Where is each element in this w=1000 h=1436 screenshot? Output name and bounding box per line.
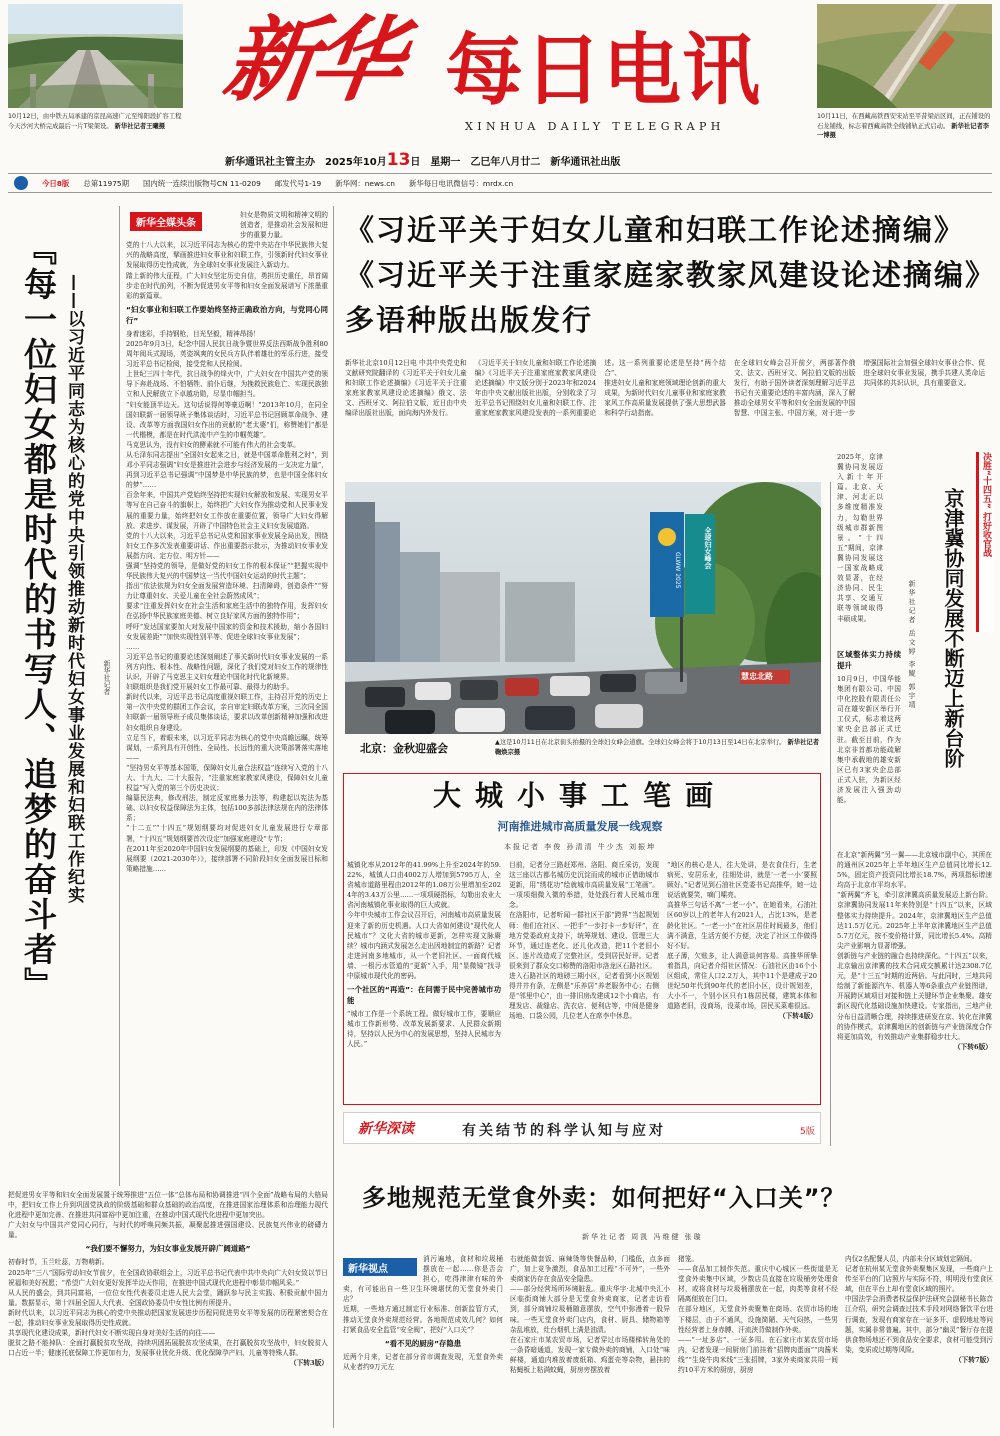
paragraph: 10月9日，中国华能集团有限公司、中国中化控股有限责任公司在雄安新区举行开工仪式，标志着这两家央企总部正式迁驻。截至目前，作为北京非首都功能疏解集中承载地的雄安新区已有3家央企总部正式入驻，为新区经济发展注入强劲动能。 xyxy=(837,675,901,805)
xinhua-deep-read-logo: 新华深读 xyxy=(358,1121,414,1137)
paragraph: 猪笼。 xyxy=(678,1255,699,1263)
top-left-caption-text: 10月12日，由中铁五局承建的京昆高速广元至绵阳段扩容工程今天沙河大桥完成最后一片T梁架设。 xyxy=(8,113,182,130)
sidebar-tag: 决胜“十四五” 打好收官战 xyxy=(976,452,994,632)
sci-bar-title: 有关结节的科学认知与应对 xyxy=(462,1123,666,1139)
sidebar-intro: 2025年，京津冀协同发展迈入新十年开篇。北京、天津、河北正以多维度精准发力，勾勒世界级城市群新图景。“十四五”期间，京津冀协同发展这一国家战略成效显著，在经济协同、民生共享、交通互联等领域取得丰硕成果。 xyxy=(837,453,883,623)
continued-on-page-4[interactable]: （下转4版） xyxy=(778,1012,817,1021)
publisher: 新华通讯社出版 xyxy=(550,157,621,168)
sci-bar-page: 5版 xyxy=(800,1127,815,1137)
paragraph: 百余年来，中国共产党始终坚持把实现妇女解放和发展、实现男女平等写在自己奋斗的旗帜上，始终把广大妇女作为推动党和人民事业发展的重要力量，始终把妇女工作放在重要位置，领导广大妇女得解放、求进步、谋发展，开辟了中国特色社会主义妇女发展道路。 xyxy=(126,491,328,530)
continued-on-page-7[interactable]: （下转7版） xyxy=(954,1355,993,1364)
top-left-photo xyxy=(8,4,183,108)
sidebar-headline: 京津冀协同发展不断迈上新台阶 xyxy=(941,488,965,768)
masthead-dateline xyxy=(225,150,785,170)
paragraph: 右就能做套饭、麻辣烫等快餐品种，门槛低，点多面广，加上竞争激烈，食品加工过程“不可外”，一些外卖商家仍存在食品安全隐患。 xyxy=(510,1255,670,1284)
main-headline: 《习近平关于妇女儿童和妇联工作论述摘编》《习近平关于注重家庭家教家风建设论述摘编》多语种版出版发行 xyxy=(345,213,982,337)
section-subhead: “妇女事业和妇联工作要始终坚持正确政治方向，与党同心同行” xyxy=(126,304,328,325)
top-left-credit: 新华社记者王曦摄 xyxy=(114,122,165,130)
masthead-daily-telegraph: 每日电讯 xyxy=(445,26,762,116)
sponsor: 新华通讯社主管主办 xyxy=(225,157,315,168)
paragraph: 2025年9月3日，纪念中国人民抗日战争暨世界反法西斯战争胜利80周年阅兵式现场，英姿飒爽的女民兵方队伴着雄壮的军乐行进，接受习近平总书记检阅，接受党和人民检阅。 xyxy=(126,339,328,369)
issue-number: 总第11975期 xyxy=(83,178,130,188)
masthead-english: XINHUA DAILY TELEGRAPH xyxy=(465,120,725,133)
paragraph: 身着迷彩，手持钢枪，目光坚毅，精神昂扬！ xyxy=(126,329,260,338)
main-story-body xyxy=(345,358,985,476)
issue-date xyxy=(325,150,420,170)
ellipsis: …… xyxy=(126,642,140,651)
left-story-byline: 新华社记者 xyxy=(103,660,111,695)
paragraph: 在洛阳市，记者听闻一群社区干部“跨界”当起规划师：他们在社区、一把手“一步打卡一步好评”，在地方党委政府支持下，统筹规划、建设、管理三大环节，通过连老化、还儿化改造，把11个老旧小区、连片改造成了完整社区，受到居民好评。记者很来到了群众交口称赞的洛阳市洛龙区石路社区。 xyxy=(509,911,659,970)
paragraph: 在全球妇女峰会召开前夕，两部著作俄文、法文、西班牙文、阿拉伯文版的出版发行，有助于国外读者深刻理解习近平总书记有关重要论述的丰富内涵，深入了解推动全球男女平等和妇女全面发展的中国智慧、中国主张、中国方案，对于进一步增强国际社会加强全球妇女事业合作、促进全球妇女事业发展，携手共建人类命运共同体的共识认识，具有重要意义。 xyxy=(733,359,985,418)
paragraph: ——“一址多店”、一证多用。在石家庄市某农贸市场内，记者发现一间厨房门前挂着“招牌肉蛋面”“肉酱米线”“生烧牛肉米线”三张招牌，3家外卖商家共用一间约10平方米的厨房，厨房 xyxy=(678,1335,838,1375)
paragraph: “坚持男女平等基本国策，保障妇女儿童合法权益”连续写入党的十八大、十九大、二十大报告，“注重家庭家教家风建设，保障妇女儿童权益”写入党的第三个历史决议； xyxy=(126,763,328,793)
bridge-photo-art xyxy=(8,4,183,108)
bottom-col-1 xyxy=(343,1254,503,1434)
paragraph: 马克思认为，没有妇女的酵素就不可能有伟大的社会变革。 xyxy=(126,440,300,449)
railway-photo-art xyxy=(817,4,992,108)
bottom-subhead: “看不见的厨房”存隐患 xyxy=(384,1338,462,1348)
sidebar-byline: 新华社记者 岳文婷 李鲲 郭宇靖 xyxy=(908,580,916,710)
street-sign: 慧忠北路 xyxy=(741,672,773,681)
masthead xyxy=(217,4,785,144)
weekday: 星期一 xyxy=(430,157,461,168)
paragraph: 把促进男女平等和妇女全面发展置于统筹推进“五位一体”总体布局和协调推进“四个全面”战略布局的大格局中，把妇女工作上升到巩固党执政的阶级基础和群众基础的政治高度，在推进国家治理体系和治理能力现代化进程中更加完善、在推进共同富裕中更加注重，在推动中国式现代化进程中更加突出。 xyxy=(8,1191,328,1220)
paragraph: “妇女能顶半边天。这句话说得何等豪迈啊！”2013年10月，在同全国妇联新一届领导班子集体谈话时，习近平总书记回顾革命战争、建设、改革等方面我国妇女作出的贡献的“老太婆”们，称赞她们“都是一代楷模，都是在时代洪流中产生的巾帼英雄”。 xyxy=(126,400,328,439)
banner-text-left: GLWW 2025 xyxy=(674,552,681,589)
sidebar-body-lower xyxy=(837,850,992,1156)
paragraph: “地区的核心是人，往大处讲，是衣食住行，生老病死、安居乐业，往细处讲，就是‘一老一小’要照顾好。”记者见到石油社区党委书记高推华，她一边说话就要笑，嘀门嗦亮。 xyxy=(667,861,817,900)
paragraph: 立足当下，着眼未来，以习近平同志为核心的党中央高瞻远瞩，统筹谋划，一系列具有开创性、全局性、长远性的重大决策部署落实落地—— xyxy=(126,733,328,762)
paragraph: 强调“坚持党的领导，是做好党的妇女工作的根本保证”“把握实现中华民族伟大复兴的中国梦这一当代中国妇女运动的时代主题”； xyxy=(126,562,328,581)
banner-text-right: 全球妇女峰会 xyxy=(704,527,712,569)
top-right-photo xyxy=(817,4,992,108)
top-right-credit: 新华社记者李一博摄 xyxy=(817,122,990,139)
paragraph: 习近平总书记的重要论述深刻阐述了事关新时代妇女事业发展的一系列方向性、根本性、战略性问题，深化了我们党对妇女工作的规律性认识，开辟了马克思主义妇女理论中国化时代化新境界。 xyxy=(126,652,328,682)
paragraph: 在北京“新两翼”另一翼——北京城市副中心，其所在的通州区2025年上半年地区生产总值同比增长12.5%，固定资产投资同比增长18.7%，两项指标增速均高于北京市平均水平。 xyxy=(837,851,992,890)
paragraph: 近期，一些地方通过制定行业标准、创新监管方式，推动无堂食外卖规范经营。各地规范成效几何？如何打紧食品安全监管“安全阀”，把好“入口关”？ xyxy=(343,1305,503,1334)
info-bar xyxy=(8,173,992,193)
lead-paragraph: 妇女是物质文明和精神文明的创造者，是推动社会发展和进步的重要力量。 xyxy=(240,211,328,240)
feature-headline: 大城小事工笔画 xyxy=(432,779,727,812)
paragraph: 妇联组织是我们党开展妇女工作最可靠、最得力的助手。 xyxy=(126,683,294,692)
paragraph: 要求“注重发挥妇女在社会生活和家庭生活中的独特作用，发挥妇女在弘扬中华民族家庭美德、树立良好家风方面的独特作用”； xyxy=(126,602,328,621)
section-subhead: “我们要不懈努力，为妇女事业发展开辟广阔道路” xyxy=(85,1244,251,1254)
feature-byline: 本报记者 李俊 孙清清 牛少杰 刘振坤 xyxy=(504,843,656,851)
paragraph: 脱贫之路不能掉队：全面打赢脱贫攻坚战，持续巩固拓展脱贫攻坚成果，在打赢脱贫攻坚战中，妇女脱贫人口占近一半；健康托底保障工作更加有力，发展事业优化升级、优化保障孕产妇、儿童等特殊人群。 xyxy=(8,1339,328,1358)
continued-on-page-6[interactable]: （下转6版） xyxy=(953,1042,992,1051)
feature-subhead: 一个社区的“再造”：在问需于民中完善城市功能 xyxy=(347,985,501,1006)
paragraph: 今年中央城市工作会议召开后，河南城市高质量发展迎来了新的历史机遇。人口大省如何建设“现代化人民城市”？文化大省的城市更新，怎样实现文脉赓续？城市内涵式发展怎么走出因地制宜的新路？记者走进河南多地城市，从一个老旧社区、一面商代城墙、一根污水管道的“更新”入手，用“显微镜”找寻中原城市现代化的密码。 xyxy=(347,911,501,981)
paragraph: 编纂民法典，修改刑法，制定反家庭暴力法等，构建起以宪法为基础、以妇女权益保障法为主体，包括100多部法律法规在内的法律体系； xyxy=(126,794,328,823)
paragraph: 党的十八大以来，以习近平同志为核心的党中央站在中华民族伟大复兴的战略高度，擘画推进妇女事业和妇联工作，引领新时代妇女事业发展取得历史性成就，为全球妇女事业发展注入新动力。 xyxy=(126,241,328,270)
paragraph: 上世纪三四十年代，抗日战争的烽火中，广大妇女在中国共产党的领导下奔赴战场、不怕牺牲、前仆后继，为挽救民族危亡、实现民族独立和人民解放立下卓越功勋，尽显巾帼担当。 xyxy=(126,370,328,399)
page-count: 今日8版 xyxy=(42,178,70,188)
paragraph: 城镇化率从2012年的41.99%上升至2024年的59.22%，城镇人口由4002万人增加到5795万人，全省城市道路里程由2012年的1.08万公里增加至2024年的3.43万公里……一项项硬指标，勾勒出农业大省河南城镇化事业取得的巨大成就。 xyxy=(347,861,501,910)
main-photo xyxy=(345,482,821,734)
bottom-col-4 xyxy=(845,1254,993,1434)
date-prefix: 2025年10月 xyxy=(325,157,387,168)
bottom-col-2 xyxy=(510,1254,670,1434)
paragraph: 中国法学会消费者权益保护法研究会副秘书长陈音江介绍，研究会调查过技术手段对网络餐饮平台进行调查，发现有商家存在一证多开、虚假地址等问题，实属非常普遍。其中，部分“幽灵”餐厅存在提供食物场地还不到食品安全要求，食材可能受到污染，变质或过期等风险。 xyxy=(845,1295,993,1354)
paragraph: 呼吁“发达国家要加大对发展中国家的资金和技术援助，缩小各国妇女发展差距”“加快实现性别平等、促进全球妇女事业发展”； xyxy=(126,622,328,641)
paragraph: 目前，记者分三路赶郑州、洛阳、商丘采访，发现这三座以古都名城历史沉淀而成的城市正借助城市更新，用“绣花功”绘就城市高质量发展“工笔画”。一项项细微入微的举措，处处践行着人民城市理念。 xyxy=(509,861,659,910)
top-right-caption-text: 10月11日，在西藏高铁西安宋站至平昔梁站区间，正在铺设的石龙铺线，标志着西藏高铁全线铺轨正式启动。 xyxy=(817,113,991,130)
feature-col-1 xyxy=(347,860,501,1100)
paragraph: 记者在杭州某无堂食外卖聚集区发现，一些商户上传至平台的门店照片与实际不符，明明没有堂食区域，但在平台上却有堂食区域的照片。 xyxy=(845,1265,993,1294)
bottom-headline: 多地规范无堂食外卖：如何把好“入口关”？ xyxy=(362,1184,846,1212)
paragraph: 在2011年至2020年中国妇女发展纲要的基础上，印发《中国妇女发展纲要（2021-2030年）》，接续部署不同阶段妇女全面发展目标和策略措施…… xyxy=(126,844,328,873)
paragraph: “新两翼”齐飞，牵引京津冀高质量发展迈上新台阶。京津冀协同发展11年来特别是“十四五”以来，区域整体实力持续提升。2024年，京津冀地区生产总值达11.5万亿元。2025年上半年京津冀地区生产总值5.7万亿元，按不变价格计算，同比增长5.4%。高精尖产业影响力显著增强。 xyxy=(837,891,992,950)
paragraph: 内仅2名配餐人员，内部未分区域划定隔间。 xyxy=(845,1255,977,1263)
continued-on-page-3[interactable]: （下转3版） xyxy=(289,1359,328,1368)
lunar-date: 乙巳年八月廿二 xyxy=(470,157,541,168)
main-photo-caption xyxy=(495,738,823,757)
paragraph: ——食品加工制作失范。重庆中心城区一些街道是无堂食外卖集中区域，少数店员直接在垃圾桶旁处理食材，或将食材与垃圾桶摆放在一起，肉类等食材不经隔离便放在门口。 xyxy=(678,1265,838,1304)
paragraph: 消污遍地，食材和垃圾桶摆放在一起……你是否会担心，吃得津津有味的外卖，有可能出自一些卫生环境堪忧的无堂食外卖门店？ xyxy=(343,1255,503,1304)
left-story-kicker: 新华全媒头条 xyxy=(130,212,202,231)
top-left-caption xyxy=(8,112,183,131)
paragraph: 在石家庄市某农贸市场，记者穿过市场楼梯转角处的一条昏暗通道，发现一家专做外卖的商铺，入口处“味鲜楼，通道内堆放着废纸箱、鸡蛋壳等杂物，悬挂的粘蝇板上粘满蚊蝇，厨房旁摆放着 xyxy=(510,1335,670,1375)
left-story-headline: 『每一位妇女都是时代的书写人、追梦的奋斗者』 xyxy=(19,232,58,1002)
bottom-col-3 xyxy=(678,1254,838,1434)
feature-subtitle: 河南推进城市高质量发展一线观察 xyxy=(497,820,663,833)
website-link[interactable]: 新华网：news.cn xyxy=(335,178,395,188)
date-day: 13 xyxy=(386,150,411,170)
paragraph: 近两个月来，记者在部分省市调查发现，无堂食外卖从业者约9万元左 xyxy=(343,1352,503,1371)
sidebar-subhead: 区域整体实力持续提升 xyxy=(837,650,901,670)
date-suffix: 日 xyxy=(410,157,421,168)
left-story-continuation xyxy=(8,1190,328,1426)
left-story-body xyxy=(126,210,328,1184)
paragraph: 从人民的盛会，到共同富裕，一位位女性代表委员走进人民大会堂，踊跃参与民主实践、积极贡献中国力量。数据显示，第十四届全国人大代表、全国政协委员中女性比例有所提升。 xyxy=(8,1288,328,1307)
paragraph: 踏上新的伟大征程，广大妇女坚定历史自信，勇担历史重任，昂首阔步走在时代前列，不断为促进男女平等和妇女全面发展谱写下浓墨重彩的新篇章。 xyxy=(126,271,328,300)
paragraph: 2025年“三八”国际劳动妇女节前夕，在全国政协联组会上，习近平总书记代表中共中央向广大妇女致以节日祝福和美好祝愿；“希望广大妇女更好发挥半边天作用，在推进中国式现代化进程中彰显巾帼风采。” xyxy=(8,1268,328,1287)
cn-number: 国内统一连续出版物号CN 11-0209 xyxy=(143,178,261,188)
bottom-byline: 新华社记者 周凯 冯维健 张璇 xyxy=(582,1233,703,1241)
paragraph: “城市工作是一个系统工程。做好城市工作，要顺应城市工作新形势、改革发展新要求、人民群众新期待，坚持以人民为中心的发展思想，坚持人民城市为人民。” xyxy=(347,1010,501,1049)
paragraph: 共享现代化建设成果，新时代妇女不断实现自身对美好生活的向往—— xyxy=(8,1329,216,1338)
beijing-street-photo-art xyxy=(345,482,821,734)
paragraph: 高推华三句话不离“一老一小”。在她看来，石油社区60岁以上的老年人有2021人，占比13%，是老龄化社区。“一老一小”在社区居住时间最多，他们满不满意，生活方便不方便，决定了社区工作做得好不好。 xyxy=(667,901,817,950)
masthead-xinhua: 新华 xyxy=(217,6,405,114)
paragraph: 创新链与产业链的融合也持续深化。“十四五”以来，北京输出京津冀的技术合同成交额累计达2308.7亿元，是“十三五”时期的近两倍。与此同时，三地共同绘制了新能源汽车、机器人等6条重点产业链图谱，开展跨区域项目对接和链上关键环节企业集聚。雄安新区现代化基础设施加快建设。专家指出，三地产业分布日益清晰合理，持续推进研发在京、转化在津冀的协作模式，京津冀地区的创新链与产业链深度合作将更加高效，有效推动产业集群稳步壮大。 xyxy=(837,951,992,1041)
xinhua-logo-icon xyxy=(14,176,28,190)
paragraph: 从毛泽东同志提出“全国妇女起来之日，就是中国革命胜利之时”，到邓小平同志强调“妇女是推进社会进步与经济发展的一支决定力量”，再到习近平总书记强调“中国梦是中华民族的梦，也是中国全体妇女的梦”…… xyxy=(126,450,328,490)
paragraph: ——部分经营场所环境脏乱。重庆华宇·北城中央汇小区临街商铺大部分是无堂食外卖商家，记者走访看到，部分商铺垃圾桶随意摆放，空气中弥漫着一股异味。一些无堂食外卖门店内，食材、厨具、储物箱等杂乱堆放，灶台烟机上满是油渍。 xyxy=(510,1285,670,1334)
feature-col-2 xyxy=(509,860,659,1100)
sidebar-body xyxy=(837,646,901,846)
paragraph: 推进妇女儿童和家庭领域理论创新的重大成果，为新时代妇女儿童事业和家庭家教家风工作高质量发展提供了强大思想武器和科学行动指南。 xyxy=(604,379,726,418)
xinhua-viewpoint-logo: 新华视点 xyxy=(343,1258,417,1276)
paragraph: 进入石路社区的地磅三期小区，记者看到小区规划得井井有条，左侧是“乐养居”养老服务中心；右侧是“邻里中心”，由一排旧房改建成12个小商店，有理发店、裁缝店、洗衣店、便利店等，中间是健身场地、口袋公园，几位老人在席李中休息。 xyxy=(509,972,659,1021)
paragraph: 新华社北京10月12日电 中共中央党史和文献研究院翻译的《习近平关于妇女儿童和妇联工作论述摘编》《习近平关于注重家庭家教家风建设论述摘编》俄文、法文、西班牙文、阿拉伯文版，近日由中央编译出版社出版，面向海内外发行。 xyxy=(345,359,467,418)
postal-code: 邮发代号1-19 xyxy=(274,178,322,188)
main-photo-credit: 新华社记者鞠焕宗摄 xyxy=(495,739,819,756)
sci-bar[interactable] xyxy=(343,1112,821,1144)
main-photo-caption-text: ▲这是10月11日在北京街头拍摄的全球妇女峰会道旗。全球妇女峰会将于10月13日至14日在北京举行。 xyxy=(495,739,786,746)
feature-col-3 xyxy=(667,860,817,1100)
left-story-subtitle: ——以习近平同志为核心的党中央引领推动新时代妇女事业发展和妇联工作纪实 xyxy=(64,274,84,904)
paragraph: “十二五”“十四五”规划纲要均对促进妇女儿童发展进行专章部署，“十四五”规划纲要首次设定“加强家庭建设”专节； xyxy=(126,824,328,843)
wechat-id: 新华每日电讯微信号：mrdx.cn xyxy=(408,178,514,188)
paragraph: 新时代以来，习近平总书记高度重视妇联工作，主持召开党的历史上第一次中央党的群团工作会议，亲自审定妇联改革方案，三次同全国妇联新一届领导班子成员集体谈话，要求以改革创新精神加强和改进妇女组织自身建设。 xyxy=(126,693,328,732)
photo-label: 北京：金秋迎盛会 xyxy=(360,742,448,755)
paragraph: 底子薄，欠账多，让人满意谈何容易。高推华所挚着指具，向记者介绍社区情况：石油社区由16个小区组成，常住人口2.2万人，其中11个是建成于20世纪50年代到90年代的老旧小区，设计规划差，大小不一，个别小区只有1栋居民楼，建筑本体和道路老旧，没商场，没菜市场，居民买菜难很远。 xyxy=(667,951,817,1011)
paragraph: 在部分地区，无堂食外卖聚集在商场、农贸市场的地下楼层，由于不通风，设施简陋、天气闷热，一些男性经营者上身赤膊、汗流浃背做制作外卖。 xyxy=(678,1305,838,1334)
paragraph: 党的十八大以来，习近平总书记从党和国家事业发展全局出发，围绕妇女工作多次发表重要讲话、作出重要指示批示，为推动妇女事业发展指方向、定方位、明方针—— xyxy=(126,531,328,560)
paragraph: 广大妇女与中国共产党同心同行，与时代的呼唤同频共振，凝聚起推进强国建设、民族复兴伟业的磅礴力量。 xyxy=(8,1221,328,1240)
top-right-caption xyxy=(817,112,992,141)
paragraph: 《习近平关于妇女儿童和妇联工作论述摘编》《习近平关于注重家庭家教家风建设论述摘编》中文版分别于2023年和2024年由中央文献出版社出版，分别收录了习近平总书记围绕妇女儿童和妇联工作、注重家庭家教家风建设发表的一系列重要论述。这一系列重要论述是坚持“两个结合”、 xyxy=(474,359,726,418)
paragraph: 指出“依法依规为妇女全面发展营造环境、扫清障碍，创造条件”“努力让尊重妇女、关爱儿童在全社会蔚然成风”； xyxy=(126,582,328,601)
paragraph: 初春时节，玉兰吐蕊，万物萌新。 xyxy=(8,1258,109,1267)
paragraph: 新时代以来，以习近平同志为核心的党中央推动把国家发展进步历程同促进男女平等发展的历程紧密契合在一起，推动妇女事业发展取得历史性成就。 xyxy=(8,1308,328,1328)
